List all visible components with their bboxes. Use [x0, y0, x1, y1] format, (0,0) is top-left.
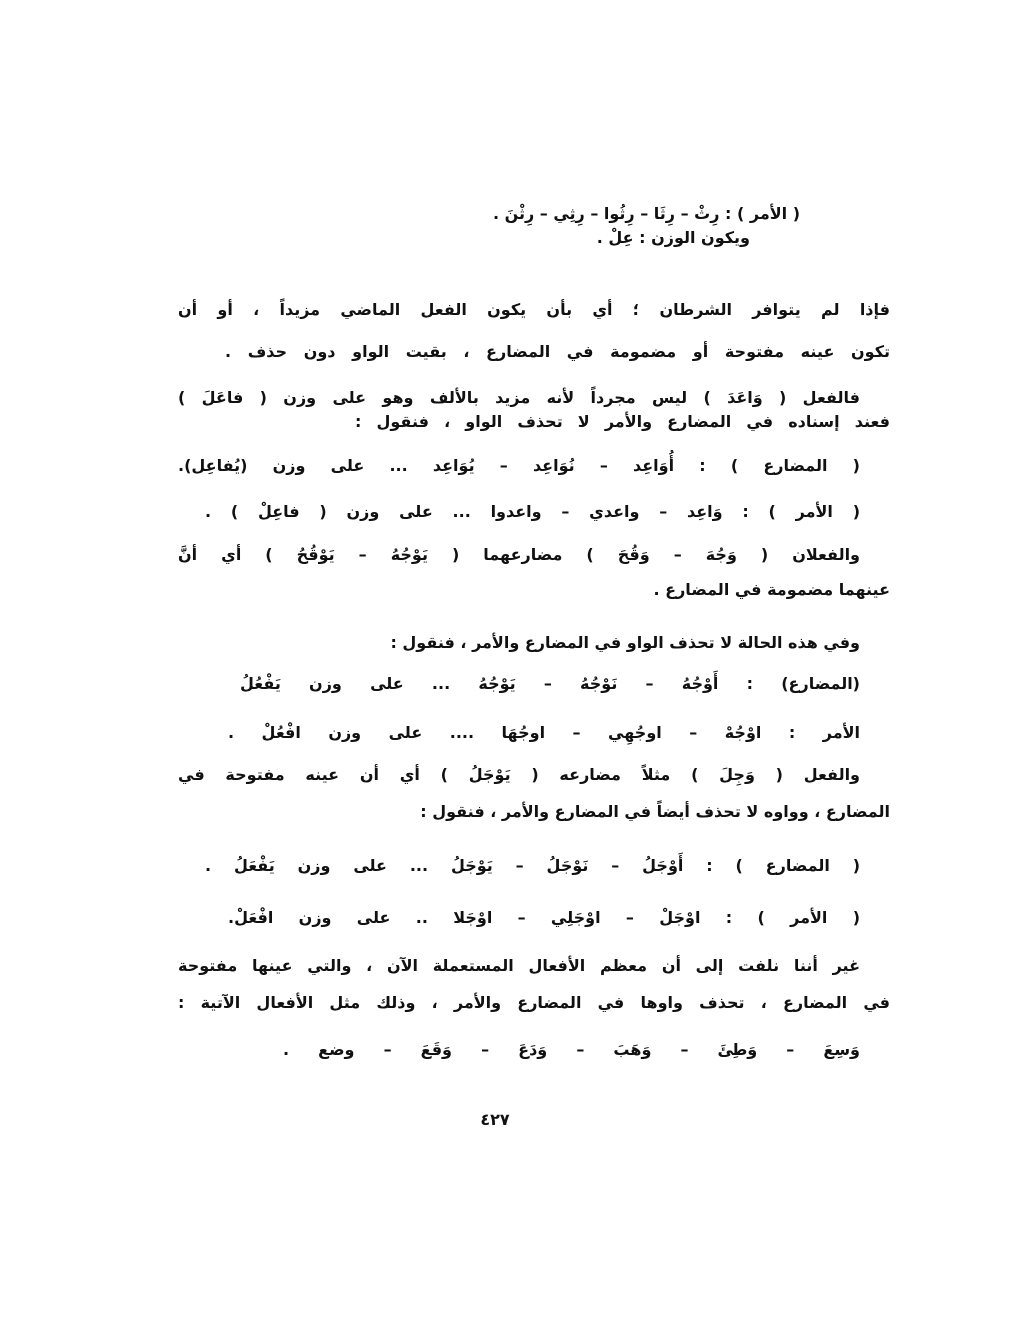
text-line: المضارع ، وواوه لا تحذف أيضاً في المضارع والأمر ، فنقول : [420, 802, 890, 821]
text-line: ( الأمر ) : اوْجَلْ – اوْجَلِي – اوْجَلا .. على وزن افْعَلْ. [228, 908, 860, 927]
text-line: فإذا لم يتوافر الشرطان ؛ أي بأن يكون الفعل الماضي مزيداً ، أو أن [178, 300, 890, 319]
text-line: عينهما مضمومة في المضارع . [653, 580, 890, 599]
text-line: تكون عينه مفتوحة أو مضمومة في المضارع ، بقيت الواو دون حذف . [225, 342, 890, 361]
text-line: والفعل ( وَجِلَ ) مثلاً مضارعه ( يَوْجَلُ ) أي أن عينه مفتوحة في [178, 765, 860, 784]
text-line: غير أننا نلفت إلى أن معظم الأفعال المستعملة الآن ، والتي عينها مفتوحة [178, 956, 860, 975]
text-line: ويكون الوزن : عِلْ . [596, 228, 750, 247]
text-line: الأمر : اوْجُهْ – اوجُهِي – اوجُهَا .... على وزن افْعُلْ . [228, 723, 860, 742]
page-number: ٤٢٧ [480, 1110, 510, 1129]
text-line: فعند إسناده في المضارع والأمر لا تحذف الواو ، فنقول : [355, 412, 890, 431]
text-line: ( الأمر ) : وَاعِد – واعدي – واعدوا ... على وزن ( فاعِلْ ) . [205, 502, 860, 521]
text-line: ( المضارع ) : أَوْجَلُ – نَوْجَلُ – يَوْجَلُ ... على وزن يَفْعَلُ . [205, 856, 860, 875]
text-line: ( المضارع ) : أُوَاعِد – نُوَاعِد – يُوَاعِد ... على وزن (يُفاعِل). [178, 456, 860, 475]
text-line: والفعلان ( وَجُهَ – وَقُحَ ) مضارعهما ( يَوْجُهُ – يَوْقُحُ ) أي أنَّ [178, 545, 860, 564]
text-line: ( الأمر ) : رِثْ – رِثَا – رِثُوا – رِثِي – رِثْنَ . [492, 204, 800, 223]
text-line: فالفعل ( وَاعَدَ ) ليس مجرداً لأنه مزيد بالألف وهو على وزن ( فاعَلَ ) [178, 388, 860, 407]
text-line: في المضارع ، تحذف واوها في المضارع والأمر ، وذلك مثل الأفعال الآتية : [178, 993, 890, 1012]
text-line: وفي هذه الحالة لا تحذف الواو في المضارع والأمر ، فنقول : [390, 633, 860, 652]
text-line: (المضارع) : أَوْجُهُ – نَوْجُهُ – يَوْجُهُ ... على وزن يَفْعُلُ [240, 674, 860, 693]
text-line: وَسِعَ – وَطِئَ – وَهَبَ – وَدَعَ – وَقَعَ – وضع . [283, 1040, 860, 1059]
